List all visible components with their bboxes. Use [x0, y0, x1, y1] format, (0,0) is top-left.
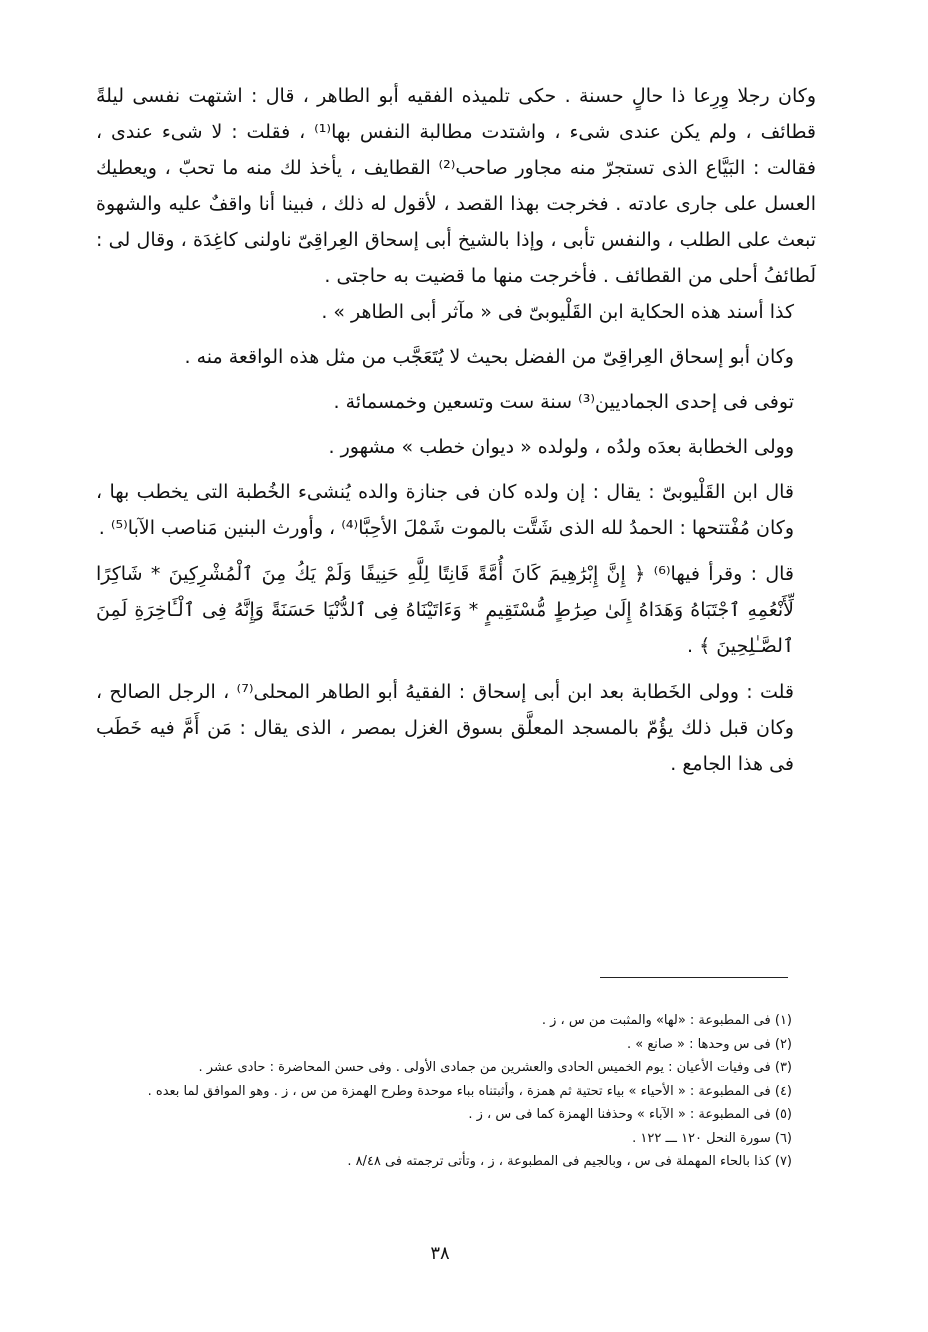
paragraph-citation: كذا أسند هذه الحكاية ابن القَلْيوبىّ فى « مآثر أبى الطاهر » . — [321, 301, 794, 323]
footnote-2: (٢) فى س وحدها : « صانع » . — [626, 1036, 792, 1052]
footnote-7: (٧) كذا بالحاء المهملة فى س ، وبالجيم فى المطبوعة ، ز ، وتأتى ترجمته فى ٨/٤٨ . — [347, 1154, 792, 1169]
footnotes — [96, 1009, 792, 1174]
footnote-6: (٦) سورة النحل ١٢٠ ـــ ١٢٢ . — [632, 1130, 792, 1146]
footnote-3: (٣) فى وفيات الأعيان : يوم الخميس الحادى والعشرين من جمادى الأولى . وفى حسن المحاضرة : حادى عشر . — [198, 1060, 792, 1075]
paragraph-story: وكان رجلا وِرِعا ذا حالٍ حسنة . حكى تلميذه الفقيه أبو الطاهر ، قال : اشتهت نفسى ليلةً قطائف ، ولم يكن عندى شىء ، واشتدت مطالبة النفس بها⁽¹⁾ ، فقلت : لا شىء عندى ، فقالت : البَيَّاع الذى تستجرّ منه مجاور صاحب⁽²⁾ القطايف ، يأخذ لك منه ما تحبّ ، ويعطيك العسل على جارى عادته . فخرجت بهذا القصد ، لأقول له ذلك ، فبينا أنا واقفٌ عليه والشهوة تبعث على الطلب ، والنفس تأبى ، وإذا بالشيخ أبى إسحاق العِراقِىّ ناولنى كاغِدَة ، وقال لى : لَطائفُ أحلى من القطائف . فأخرجت منها ما قضيت به حاجتى . — [96, 85, 816, 287]
paragraph-virtue: وكان أبو إسحاق العِراقِىّ من الفضل بحيث لا يُتَعَجَّب من مثل هذه الواقعة منه . — [184, 346, 794, 368]
footnote-5: (٥) فى المطبوعة : « الآباء » وحذفنا الهمزة كما فى س ، ز . — [468, 1107, 792, 1122]
main-text — [96, 78, 816, 782]
footnote-4: (٤) فى المطبوعة : « الأحياء » بياء تحتية ثم همزة ، وأثبتناه بباء موحدة وطرح الهمزة من س ، ز . وهو الموافق لما بعده . — [147, 1083, 792, 1099]
page-number: ٣٨ — [430, 1243, 450, 1264]
paragraph-death: توفى فى إحدى الجماديين⁽³⁾ سنة ست وتسعين وخمسمائة . — [333, 391, 794, 413]
paragraph-son: وولى الخطابة بعدَه ولدُه ، ولولده « ديوان خطب » مشهور . — [328, 436, 794, 458]
footnote-1: (١) فى المطبوعة : «لها» والمثبت من س ، ز . — [541, 1013, 792, 1028]
paragraph-quran: قال : وقرأ فيها⁽⁶⁾ ﴿ إِنَّ إِبْرَٰهِيمَ كَانَ أُمَّةً قَانِتًا لِلَّهِ حَنِيفًا وَلَمْ يَكُ مِنَ ٱلْمُشْرِكِينَ * شَاكِرًا لِّأَنْعُمِهِ ٱجْتَبَاهُ وَهَدَاهُ إِلَىٰ صِرَٰطٍ مُّسْتَقِيمٍ * وَءَاتَيْنَاهُ فِى ٱلدُّنْيَا حَسَنَةً وَإِنَّهُ فِى ٱلْـَٔاخِرَةِ لَمِنَ ٱلصَّـٰلِحِينَ ﴾ . — [96, 563, 794, 657]
paragraph-sermon: قال ابن القَلْيوبىّ : يقال : إن ولده كان فى جنازة والده يُنشىء الخُطبة التى يخطب بها ، وكان مُفْتتحها : الحمدُ لله الذى شَتَّت بالموت شَمْلَ الأحِبَّا⁽⁴⁾ ، وأورث البنين مَناصب الآبا⁽⁵⁾ . — [96, 481, 794, 539]
footnote-separator — [600, 977, 788, 978]
paragraph-successor: قلت : وولى الخَطابة بعد ابن أبى إسحاق : الفقيهُ أبو الطاهر المحلى⁽⁷⁾ ، الرجل الصالح ، وكان قبل ذلك يؤُمّ بالمسجد المعلَّق بسوق الغزل بمصر ، الذى يقال : مَن أَمَّ فيه خَطَب فى هذا الجامع . — [96, 681, 795, 775]
